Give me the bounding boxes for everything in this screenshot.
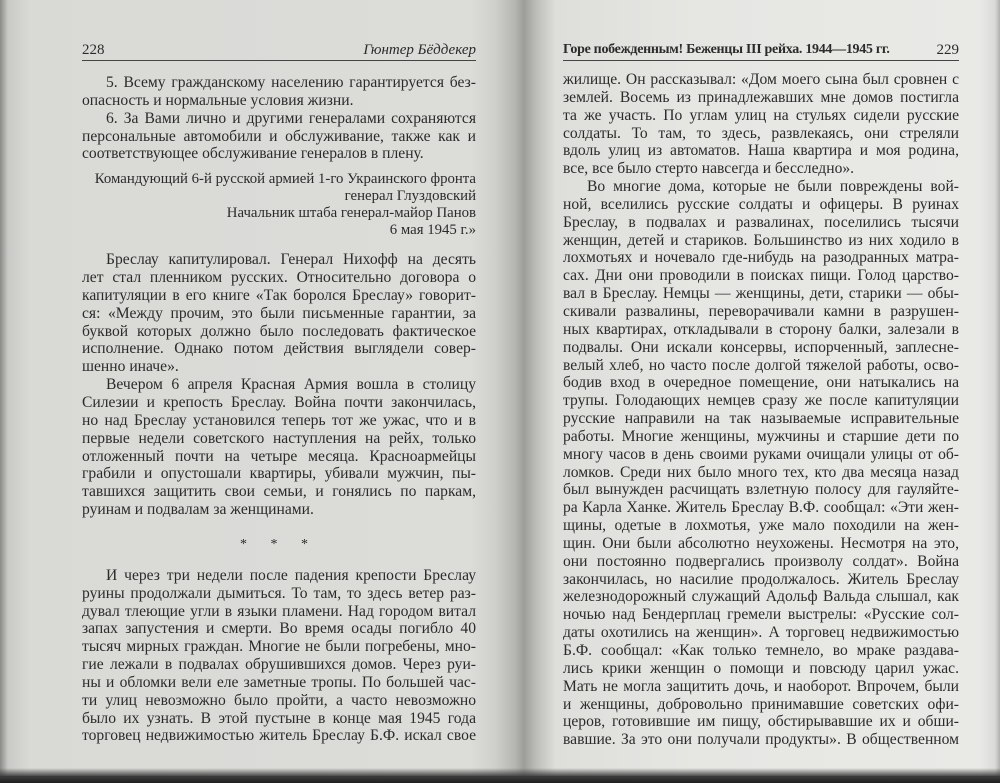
text-line: буквой которых должно было последовать фактическое — [82, 322, 476, 340]
text-line: грабили и опустошали квартиры, убивали мужчин, пы- — [82, 465, 476, 483]
text-line: вдоль улиц из автоматов. Наша квартира и моя родина, — [563, 142, 959, 160]
text-line: И через три недели после падения крепости Бреслау — [106, 566, 476, 584]
scan-bottom-edge — [0, 768, 1000, 783]
section-break: * * * — [240, 536, 318, 552]
text-line: сах. Дни они проводили в поисках пищи. Голод царство- — [563, 267, 959, 285]
text-line: землей. Восемь из принадлежавших мне домов постигла — [563, 88, 959, 106]
paragraph — [82, 74, 476, 110]
text-line: ны и обломки вели еле заметные тропы. По большей час- — [82, 673, 476, 691]
text-line: лет стал пленником русских. Относительно договора о — [82, 269, 476, 287]
text-line: лись крики женщин о помощи и повсюду царил ужас. — [563, 659, 959, 677]
text-line: Силезии и крепость Бреслау. Война почти закончилась, — [82, 393, 476, 411]
paragraph — [82, 110, 476, 164]
text-line: женщин, детей и стариков. Большинство из них ходило в — [563, 231, 959, 249]
text-line: Бреслау, в подвалах и развалинах, поселились тысячи — [563, 213, 959, 231]
signature-block — [82, 171, 476, 239]
text-line: подвалы. Они искали консервы, испорченный, заплесне- — [563, 338, 959, 356]
text-line: вавшие. За это они получали продукты». В общественном — [563, 731, 959, 749]
text-line: бодив вход в очередное помещение, они натыкались на — [563, 374, 959, 392]
text-line: тавшихся защитить свои семьи, и гонялись по паркам, — [82, 483, 476, 501]
text-line: Б.Ф. сообщал: «Как только темнело, во мраке раздава- — [563, 642, 959, 659]
right-page-body — [563, 71, 959, 749]
text-line: щины, одетые в лохмотья, уже мало походили на жен- — [563, 517, 959, 535]
text-line: и женщины, добровольно принимавшие советских офи- — [563, 695, 959, 713]
text-line: руины продолжали дымиться. То там, то здесь ветер раз- — [82, 584, 476, 602]
text-line: но над Бреслау установился теперь тот же ужас, что и в — [82, 411, 476, 429]
text-line: ломков. Среди них было много тех, кто два месяца назад — [563, 463, 959, 481]
text-line: был вынужден расчищать взлетную полосу для гауляйте- — [563, 481, 959, 499]
paragraph — [563, 71, 959, 178]
text-line: та же участь. По углам улиц на стульях сидели русские — [563, 106, 959, 124]
text-line: 6 мая 1945 г.» — [389, 222, 476, 239]
text-line: Мать не могла защитить дочь, и наоборот. Впрочем, были — [563, 677, 959, 695]
text-line: закончилась, но насилие продолжалось. Житель Бреслау — [563, 570, 959, 588]
text-line: дувал тлеющие угли в языки пламени. Над городом витал — [82, 602, 476, 620]
text-line: торговец недвижимостью житель Бреслау Б.Ф. искал свое — [82, 727, 476, 745]
text-line: многу часов в день своими руками очищали улицы от об- — [563, 445, 959, 463]
text-line: было их узнать. В этой пустыне в конце мая 1945 года — [82, 709, 476, 727]
paragraph — [82, 376, 476, 519]
text-line: железнодорожный служащий Адольф Вальда слышал, как — [563, 588, 959, 606]
text-line: скивали развалины, переворачивали камни в разрушен- — [563, 302, 959, 320]
text-line: исполнение. Однако потом действия выглядели совер- — [82, 340, 476, 358]
text-line: соответствующее обслуживание генералов в плену. — [82, 145, 424, 163]
text-line: Командующий 6-й русской армией 1-го Украинского фронта — [94, 171, 476, 188]
text-line: отложенный почти на четыре месяца. Красноармейцы — [82, 447, 476, 465]
text-line: руинам и подвалам за женщинами. — [82, 501, 314, 519]
text-line: щин. Они были абсолютно неухожены. Несмотря на это, — [563, 534, 959, 552]
text-line: шенно иначе». — [82, 358, 179, 376]
text-line: вал в Бреслау. Немцы — женщины, дети, старики — обы- — [563, 285, 959, 303]
text-line: они постоянно подвергались произволу солдат». Война — [563, 552, 959, 570]
text-line: даты охотились на женщин». А торговец недвижимостью — [563, 624, 959, 642]
text-line: церов, готовившие им пищу, обстирывавшие их и обши- — [563, 713, 959, 731]
text-line: генерал Глуздовский — [344, 188, 476, 205]
right-running-header — [563, 40, 959, 61]
running-head-title: Горе побежденным! Беженцы III рейха. 1944—1945 гг. — [563, 42, 890, 57]
page-number-left: 228 — [82, 42, 105, 58]
text-line: работы. Многие женщины, мужчины и старшие дети по — [563, 427, 959, 445]
text-line: 5. Всему гражданскому населению гарантируется без- — [106, 74, 476, 91]
text-line: опасность и нормальные условия жизни. — [82, 91, 354, 109]
text-line: тысяч мирных граждан. Многие не были погребены, мно- — [82, 638, 476, 656]
text-line: 6. За Вами лично и другими генералами сохраняются — [106, 109, 476, 127]
left-running-header — [82, 40, 476, 61]
text-line: жилище. Он рассказывал: «Дом моего сына был сровнен с — [563, 71, 959, 88]
text-line: ся: «Между прочим, это были письменные гарантии, за — [82, 304, 476, 322]
text-line: первые недели советского наступления на рейх, только — [82, 429, 476, 447]
paragraph — [563, 178, 959, 749]
text-line: солдаты. То там, то здесь, развлекаясь, они стреляли — [563, 124, 959, 142]
page-number-right: 229 — [936, 42, 959, 58]
text-line: трупы. Голодающих немцев сразу же после капитуляции — [563, 392, 959, 410]
text-line: гие лежали в подвалах обрушившихся домов. Через руи- — [82, 656, 476, 674]
text-line: капитуляции в его книге «Так боролся Бреслау» говорит- — [82, 286, 476, 304]
text-line: персональные автомобили и обслуживание, также как и — [82, 127, 476, 145]
paragraph — [82, 567, 476, 745]
text-line: все, все было стерто навсегда и бесследно». — [563, 160, 855, 178]
text-line: велый хлеб, но часто после долгой тяжелой работы, осво- — [563, 356, 959, 374]
left-page-body — [82, 74, 476, 745]
text-line: ной, вселились русские солдаты и офицеры. В руинах — [563, 195, 959, 213]
text-line: русские направили на так называемые исправительные — [563, 410, 959, 428]
text-line: ти улиц невозможно было пройти, а часто невозможно — [82, 691, 476, 709]
text-line: ных квартирах, откладывали в сторону балки, залезали в — [563, 320, 959, 338]
text-line: лохмотьях и ночевало где-нибудь на разодранных матра- — [563, 249, 959, 267]
running-head-author: Гюнтер Бёддекер — [363, 42, 476, 58]
text-line: Начальник штаба генерал-майор Панов — [226, 205, 476, 222]
paragraph — [82, 251, 476, 376]
text-line: ночью над Бендерплац гремели выстрелы: «Русские сол- — [563, 606, 959, 624]
text-line: Во многие дома, которые не были повреждены вой- — [587, 178, 959, 196]
text-line: запах запустения и смерти. Во время осады погибло 40 — [82, 620, 476, 638]
text-line: Вечером 6 апреля Красная Армия вошла в столицу — [106, 376, 476, 394]
text-line: ра Карла Ханке. Житель Бреслау В.Ф. сообщал: «Эти жен- — [563, 499, 959, 517]
text-line: Бреслау капитулировал. Генерал Нихофф на десять — [106, 251, 476, 269]
